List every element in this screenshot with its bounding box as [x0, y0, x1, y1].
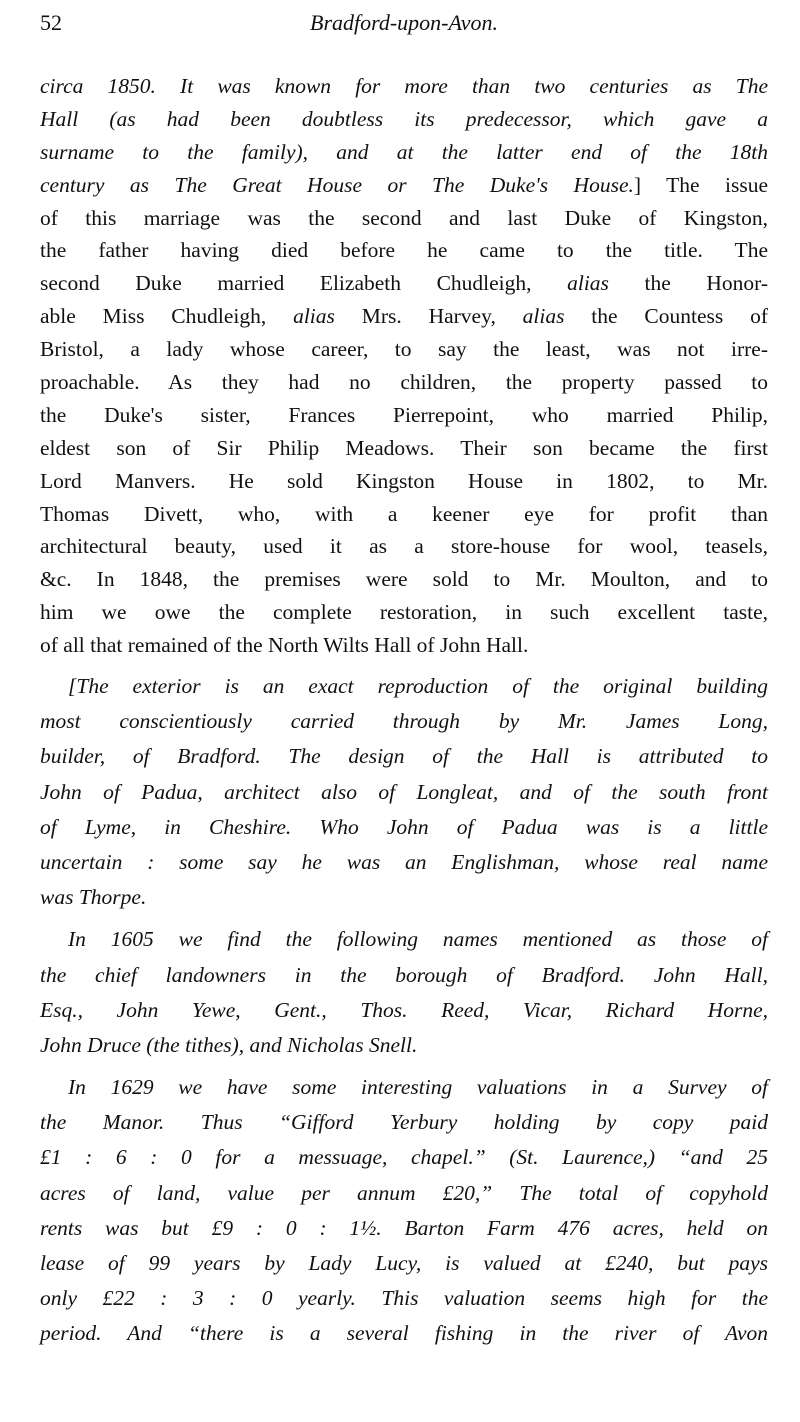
italic-text: John Druce (the tithes), and Nicholas Snell.: [40, 1032, 418, 1057]
text-line: [40, 498, 768, 531]
text-line: [40, 922, 768, 957]
text-line: [40, 739, 768, 774]
italic-text: surname to the family), and at the latter end of the 18th: [40, 139, 768, 164]
italic-text: alias: [293, 304, 335, 329]
roman-text: of this marriage was the second and last Duke of Kingston,: [40, 205, 768, 230]
roman-text: second Duke married Elizabeth Chudleigh,: [40, 271, 568, 296]
text-line: [40, 629, 768, 662]
text-line: [40, 1070, 768, 1105]
roman-text: of all that remained of the North Wilts Hall of John Hall.: [40, 633, 529, 658]
italic-text: uncertain : some say he was an Englishman, whose real name: [40, 849, 768, 874]
text-line: [40, 432, 768, 465]
roman-text: Bristol, a lady whose career, to say the least, was not irre-: [40, 337, 768, 362]
italic-text: acres of land, value per annum £20,” The total of copyhold: [40, 1180, 768, 1205]
text-line: [40, 704, 768, 739]
italic-text: John of Padua, architect also of Longleat, and of the south front: [40, 779, 768, 804]
roman-text: architectural beauty, used it as a store-house for wool, teasels,: [40, 534, 768, 559]
paragraph: [40, 669, 768, 915]
text-line: [40, 1105, 768, 1140]
paragraph: [40, 1070, 768, 1352]
text-line: [40, 958, 768, 993]
roman-text: ] The issue: [633, 172, 769, 197]
page-number: 52: [40, 10, 62, 35]
roman-text: the father having died before he came to the title. The: [40, 238, 768, 263]
text-line: [40, 993, 768, 1028]
text-line: [40, 1316, 768, 1351]
italic-text: of Lyme, in Cheshire. Who John of Padua was is a little: [40, 814, 768, 839]
italic-text: most conscientiously carried through by Mr. James Long,: [40, 709, 768, 734]
roman-text: Lord Manvers. He sold Kingston House in 1802, to Mr.: [40, 468, 768, 493]
italic-text: period. And “there is a several fishing in the river of Avon: [40, 1321, 768, 1346]
running-header: [40, 10, 768, 42]
text-line: [40, 399, 768, 432]
text-line: [40, 1246, 768, 1281]
text-line: [40, 70, 768, 103]
text-line: [40, 234, 768, 267]
paragraph: [40, 922, 768, 1063]
text-line: [40, 366, 768, 399]
text-line: [40, 103, 768, 136]
italic-text: Esq., John Yewe, Gent., Thos. Reed, Vicar, Richard Horne,: [40, 997, 768, 1022]
italic-text: the Manor. Thus “Gifford Yerbury holding by copy paid: [40, 1110, 768, 1135]
italic-text: alias: [567, 271, 609, 296]
roman-text: eldest son of Sir Philip Meadows. Their son became the first: [40, 435, 768, 460]
text-line: [40, 563, 768, 596]
text-line: [40, 169, 768, 202]
text-line: [40, 202, 768, 235]
text-line: [40, 775, 768, 810]
text-line: [40, 1211, 768, 1246]
italic-text: alias: [522, 304, 565, 329]
running-title: Bradford-upon-Avon.: [310, 10, 498, 35]
text-line: [40, 1140, 768, 1175]
text-line: [40, 300, 768, 333]
roman-text: the Countess of: [564, 304, 768, 329]
text-line: [40, 880, 768, 915]
text-line: [40, 1028, 768, 1063]
text-line: [40, 333, 768, 366]
italic-text: [The exterior is an exact reproduction of the original building: [68, 674, 768, 699]
roman-text: Thomas Divett, who, with a keener eye for profit than: [40, 501, 768, 526]
roman-text: able Miss Chudleigh,: [40, 304, 294, 329]
text-line: [40, 136, 768, 169]
text-line: [40, 267, 768, 300]
italic-text: Hall (as had been doubtless its predecessor, which gave a: [40, 106, 768, 131]
italic-text: £1 : 6 : 0 for a messuage, chapel.” (St. Laurence,) “and 25: [40, 1145, 768, 1170]
italic-text: was Thorpe.: [40, 885, 147, 910]
roman-text: the Duke's sister, Frances Pierrepoint, who married Philip,: [40, 402, 768, 427]
italic-text: In 1629 we have some interesting valuations in a Survey of: [68, 1075, 768, 1100]
text-line: [40, 1176, 768, 1211]
text-line: [40, 530, 768, 563]
italic-text: builder, of Bradford. The design of the Hall is attributed to: [40, 744, 768, 769]
italic-text: circa 1850. It was known for more than two centuries as The: [40, 74, 768, 98]
text-line: [40, 1281, 768, 1316]
roman-text: the Honor-: [608, 271, 769, 296]
italic-text: lease of 99 years by Lady Lucy, is valued at £240, but pays: [40, 1251, 768, 1276]
text-line: [40, 669, 768, 704]
roman-text: &c. In 1848, the premises were sold to Mr. Moulton, and to: [40, 567, 768, 592]
text-line: [40, 845, 768, 880]
text-line: [40, 596, 768, 629]
italic-text: In 1605 we find the following names mentioned as those of: [68, 927, 768, 952]
page-body: [40, 70, 768, 1352]
text-line: [40, 465, 768, 498]
italic-text: century as The Great House or The Duke's House.: [40, 172, 634, 197]
roman-text: proachable. As they had no children, the property passed to: [40, 370, 768, 395]
italic-text: the chief landowners in the borough of Bradford. John Hall,: [40, 962, 768, 987]
text-line: [40, 810, 768, 845]
roman-text: him we owe the complete restoration, in such excellent taste,: [40, 600, 768, 625]
italic-text: only £22 : 3 : 0 yearly. This valuation seems high for the: [40, 1286, 768, 1311]
italic-text: rents was but £9 : 0 : 1½. Barton Farm 476 acres, held on: [40, 1215, 768, 1240]
roman-text: Mrs. Harvey,: [334, 304, 523, 329]
paragraph: [40, 70, 768, 662]
